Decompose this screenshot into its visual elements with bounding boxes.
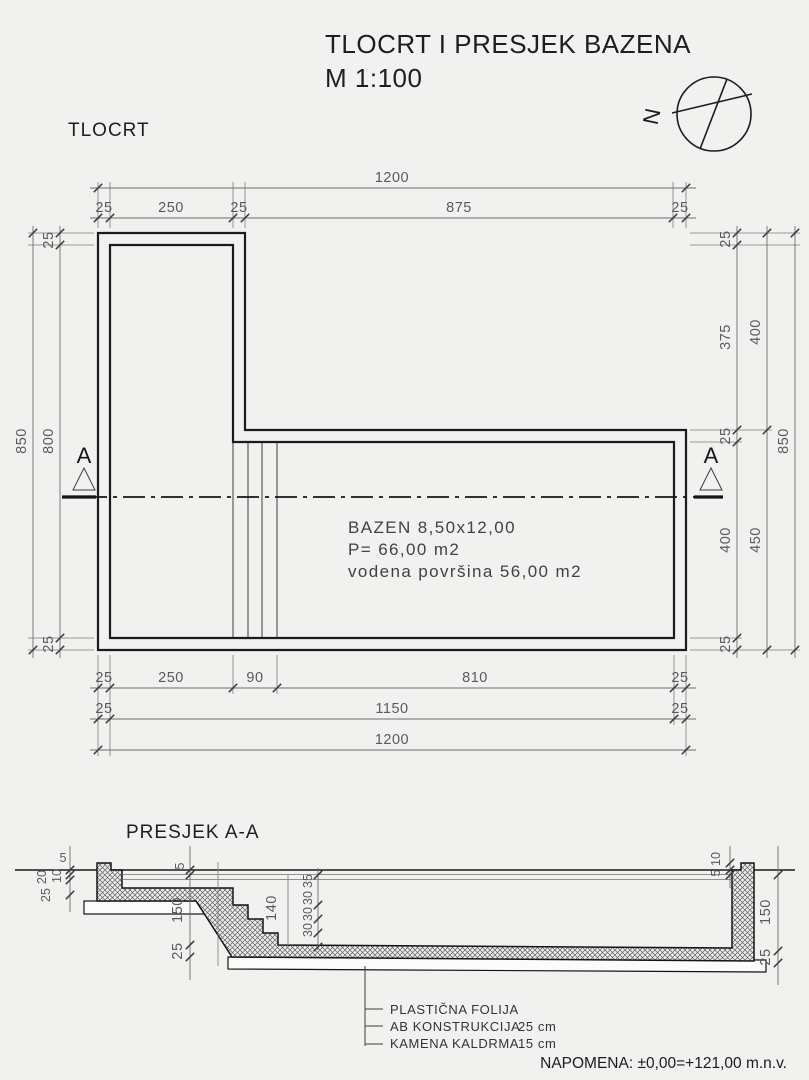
dim-label: 20 bbox=[35, 870, 49, 884]
plan-heading: TLOCRT bbox=[68, 120, 150, 141]
dimension-lines bbox=[33, 188, 795, 750]
dim-label: 400 bbox=[748, 319, 764, 345]
section-heading: PRESJEK A-A bbox=[126, 822, 260, 843]
dim-left-total: 850 bbox=[14, 428, 30, 454]
legend-item-label: KAMENA KALDRMA bbox=[390, 1036, 520, 1051]
elevation-note: NAPOMENA: ±0,00=+121,00 m.n.v. bbox=[540, 1055, 787, 1072]
dim-right-total: 850 bbox=[776, 428, 792, 454]
dim-label: 5 bbox=[709, 869, 723, 877]
material-legend bbox=[365, 966, 556, 1051]
dim-label: 810 bbox=[462, 670, 488, 686]
dim-label: 35 bbox=[301, 874, 315, 888]
dim-label: 30 bbox=[301, 907, 315, 921]
compass-needle bbox=[672, 94, 752, 113]
dim-label: 25 bbox=[230, 200, 248, 216]
dim-label: 25 bbox=[39, 888, 53, 902]
legend-item-value: 25 cm bbox=[518, 1019, 557, 1034]
plan-steps bbox=[233, 443, 277, 637]
north-label: N bbox=[637, 106, 666, 127]
dim-label: 90 bbox=[246, 670, 264, 686]
dim-label: 5 bbox=[173, 862, 187, 870]
plan-dims-bottom bbox=[95, 670, 688, 748]
dim-label: 25 bbox=[95, 670, 113, 686]
dim-label: 25 bbox=[41, 231, 57, 249]
dim-top-total: 1200 bbox=[374, 170, 410, 186]
sheet-scale: M 1:100 bbox=[325, 63, 423, 93]
dim-label: 25 bbox=[671, 701, 689, 717]
legend-item-label: AB KONSTRUKCIJA bbox=[390, 1019, 521, 1034]
plan-dims-left bbox=[14, 231, 57, 652]
dim-label: 25 bbox=[671, 670, 689, 686]
dim-label: 450 bbox=[748, 527, 764, 553]
dim-label: 25 bbox=[718, 230, 734, 248]
dim-label: 25 bbox=[718, 635, 734, 653]
dimension-ticks bbox=[29, 184, 799, 754]
section-cut-line bbox=[62, 443, 723, 497]
dim-label: 30 bbox=[301, 923, 315, 937]
legend-item-value: 15 cm bbox=[518, 1036, 557, 1051]
dim-label: 10 bbox=[50, 869, 64, 883]
compass-crossline bbox=[700, 79, 727, 149]
dim-label: 25 bbox=[41, 635, 57, 653]
dim-label: 800 bbox=[41, 428, 57, 454]
dim-label: 25 bbox=[95, 200, 113, 216]
section-marker-right: A bbox=[703, 443, 719, 468]
pool-size-text: BAZEN 8,50x12,00 bbox=[348, 518, 516, 537]
dim-label: 400 bbox=[718, 527, 734, 553]
stone-base-left bbox=[84, 901, 210, 914]
dim-label: 30 bbox=[301, 891, 315, 905]
sheet-header bbox=[325, 29, 691, 93]
dim-label: 150 bbox=[758, 899, 774, 925]
dim-label: 875 bbox=[446, 200, 472, 216]
dim-label: 5 bbox=[59, 851, 67, 865]
pool-annotation bbox=[348, 518, 582, 581]
plan-view bbox=[14, 120, 800, 756]
sheet-title: TLOCRT I PRESJEK BAZENA bbox=[325, 29, 691, 59]
dim-label: 10 bbox=[709, 852, 723, 866]
section-arrow-left bbox=[73, 468, 95, 490]
pool-area-text: P= 66,00 m2 bbox=[348, 540, 461, 559]
plan-dims-top bbox=[95, 170, 688, 216]
dim-label: 250 bbox=[158, 670, 184, 686]
north-compass bbox=[638, 77, 752, 151]
dim-label: 375 bbox=[718, 324, 734, 350]
dim-label: 25 bbox=[758, 948, 774, 966]
dim-label: 140 bbox=[264, 895, 280, 921]
dim-label: 25 bbox=[671, 200, 689, 216]
dim-label: 1150 bbox=[375, 701, 409, 717]
legend-item-label: PLASTIČNA FOLIJA bbox=[390, 1002, 519, 1017]
section-view bbox=[15, 822, 795, 1072]
section-arrow-right bbox=[700, 468, 722, 490]
dim-label: 25 bbox=[95, 701, 113, 717]
section-marker-left: A bbox=[76, 443, 92, 468]
dim-label: 25 bbox=[170, 942, 186, 960]
dim-label: 150 bbox=[170, 897, 186, 923]
dim-label: 25 bbox=[718, 427, 734, 445]
dim-bottom-total: 1200 bbox=[374, 732, 410, 748]
pool-water-area-text: vodena površina 56,00 m2 bbox=[348, 562, 582, 581]
plan-dims-right bbox=[718, 230, 792, 652]
dim-label: 250 bbox=[158, 200, 184, 216]
